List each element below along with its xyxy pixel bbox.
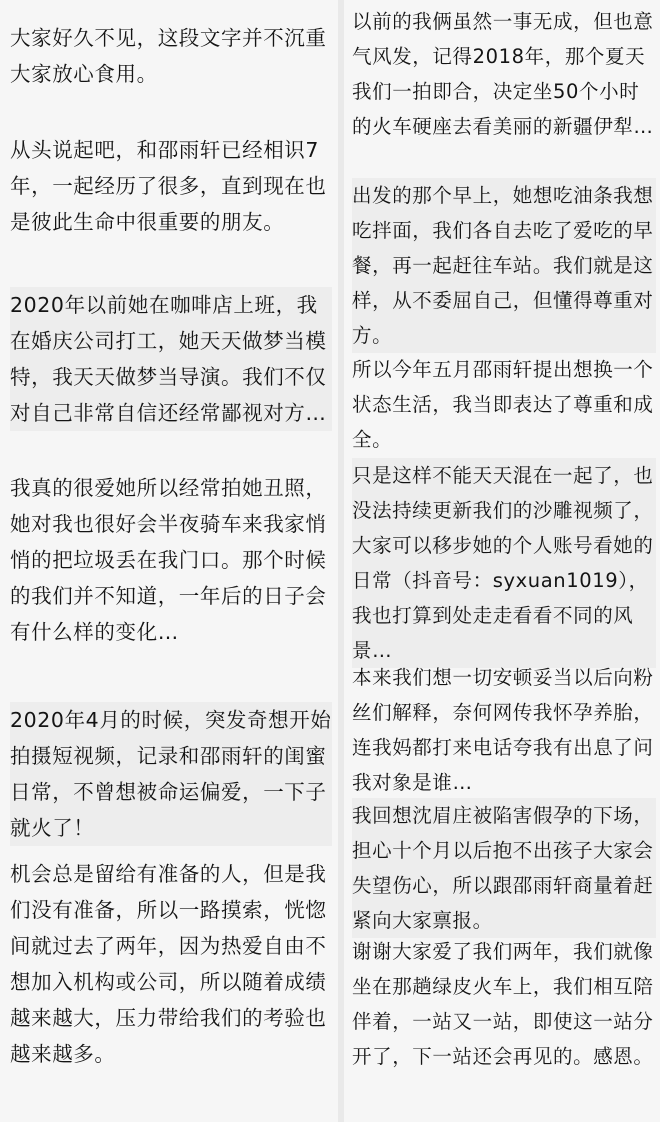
- paragraph-intro: 从头说起吧，和邵雨轩已经相识7年，一起经历了很多，直到现在也是彼此生命中很重要的朋友。: [10, 138, 327, 234]
- paragraph-may-change: 所以今年五月邵雨轩提出想换一个状态生活，我当即表达了尊重和成全。: [352, 358, 654, 451]
- paragraph-april-2020: 2020年4月的时候，突发奇想开始拍摄短视频，记录和邵雨轩的闺蜜日常，不曾想被命运偏爱，一下子就火了！: [10, 702, 332, 846]
- paragraph-greeting: 大家好久不见，这段文字并不沉重大家放心食用。: [10, 26, 327, 86]
- paragraph-rumor: 本来我们想一切安顿妥当以后向粉丝们解释，奈何网传我怀孕养胎，连我妈都打来电话夸我有出息了问我对象是谁…: [352, 666, 654, 794]
- paragraph-opportunity: 机会总是留给有准备的人，但是我们没有准备，所以一路摸索，恍惚间就过去了两年，因为热爱自由不想加入机构或公司，所以随着成绩越来越大，压力带给我们的考验也越来越多。: [10, 862, 327, 1066]
- paragraph-departure: 出发的那个早上，她想吃油条我想吃拌面，我们各自去吃了爱吃的早餐，再一起赶往车站。我们就是这样，从不委屈自己，但懂得尊重对方。: [352, 178, 656, 353]
- paragraph-photos: 我真的很爱她所以经常拍她丑照，她对我也很好会半夜骑车来我家悄悄的把垃圾丢在我门口。那个时候的我们并不知道，一年后的日子会有什么样的变化…: [10, 476, 327, 644]
- paragraph-2018-trip: 以前的我俩虽然一事无成，但也意气风发，记得2018年，那个夏天我们一拍即合，决定坐50个小时的火车硬座去看美丽的新疆伊犁…: [352, 10, 654, 138]
- paragraph-before-2020: 2020年以前她在咖啡店上班，我在婚庆公司打工，她天天做梦当模特，我天天做梦当导演。我们不仅对自己非常自信还经常鄙视对方…: [10, 287, 332, 431]
- paragraph-announcement: 我回想沈眉庄被陷害假孕的下场，担心十个月以后抱不出孩子大家会失望伤心，所以跟邵雨轩商量着赶紧向大家禀报。: [352, 798, 656, 938]
- right-text-column: [344, 0, 660, 1122]
- paragraph-separate-accounts: 只是这样不能天天混在一起了，也没法持续更新我们的沙雕视频了，大家可以移步她的个人账号看她的日常（抖音号：syxuan1019），我也打算到处走走看看不同的风景…: [352, 458, 656, 668]
- paragraph-thanks: 谢谢大家爱了我们两年，我们就像坐在那趟绿皮火车上，我们相互陪伴着，一站又一站，即使这一站分开了，下一站还会再见的。感恩。: [352, 940, 654, 1068]
